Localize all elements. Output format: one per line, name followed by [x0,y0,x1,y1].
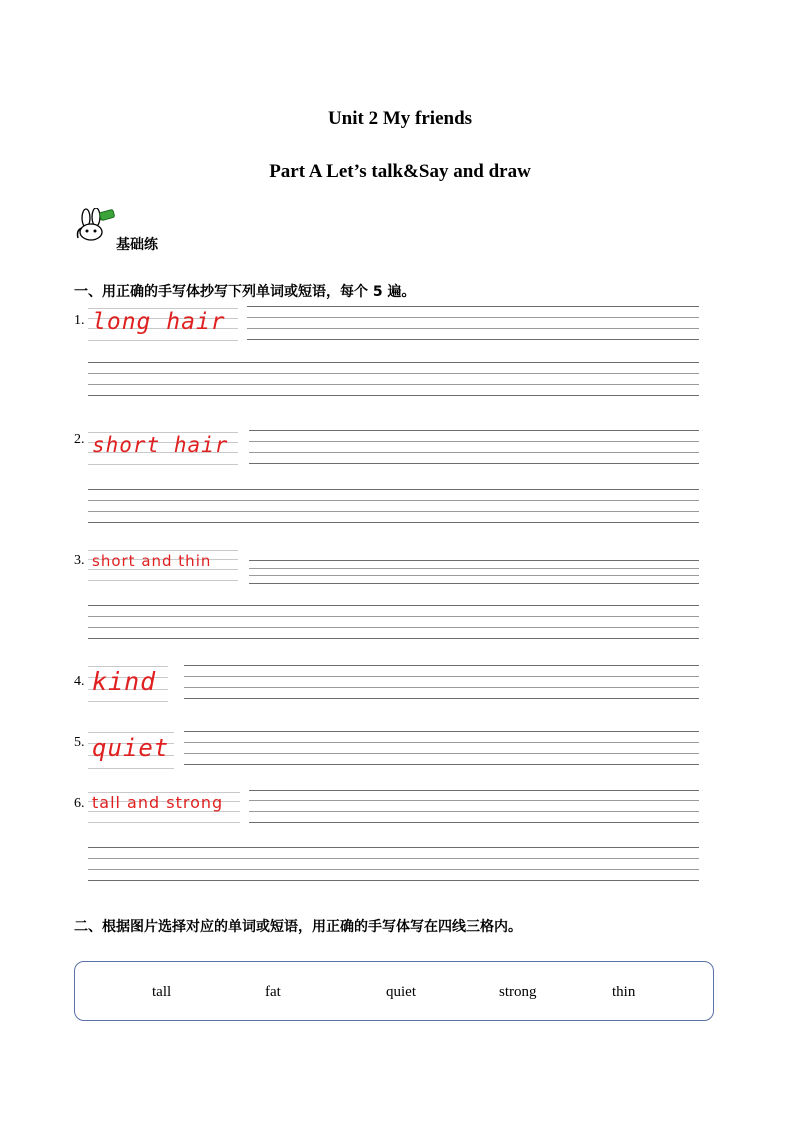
sample-word: kind [92,667,157,696]
writing-lines[interactable] [88,362,699,398]
item-number: 3. [74,553,85,568]
page-subtitle: Part A Let’s talk&Say and draw [269,161,531,182]
word-bank-item: strong [499,984,537,1000]
sample-word: long hair [92,309,226,335]
writing-lines[interactable] [247,306,699,342]
section2-instruction: 二、根据图片选择对应的单词或短语，用正确的手写体写在四线三格内。 [74,919,522,935]
sample-word: short hair [92,433,229,457]
sample-word: short and thin [92,552,212,570]
bunny-mascot-icon [74,208,118,242]
page-title: Unit 2 My friends [327,108,473,129]
section1-instruction: 一、用正确的手写体抄写下列单词或短语，每个 5 遍。 [74,284,416,300]
sample-word-box [88,306,238,342]
item-number: 2. [74,432,85,447]
writing-lines[interactable] [88,605,699,641]
word-bank-item: tall [152,984,172,1000]
writing-lines[interactable] [88,847,699,883]
sample-word-box [88,730,174,770]
item-number: 5. [74,735,85,750]
sample-word: tall and strong [92,793,224,812]
sample-word-box [88,790,240,824]
sample-word-box [88,430,238,466]
writing-lines[interactable] [249,560,699,584]
item-number: 1. [74,313,85,328]
sample-word-box [88,548,238,582]
writing-lines[interactable] [184,731,699,767]
basic-practice-label: 基础练 [116,237,158,253]
sample-word: quiet [92,734,170,762]
item-number: 4. [74,674,85,689]
item-number: 6. [74,796,85,811]
word-bank-item: quiet [386,984,416,1000]
word-bank-item: fat [265,984,281,1000]
writing-lines[interactable] [184,665,699,701]
sample-word-box [88,664,168,702]
word-bank-item: thin [612,984,636,1000]
writing-lines[interactable] [249,430,699,466]
writing-lines[interactable] [249,790,699,824]
writing-lines[interactable] [88,489,699,525]
